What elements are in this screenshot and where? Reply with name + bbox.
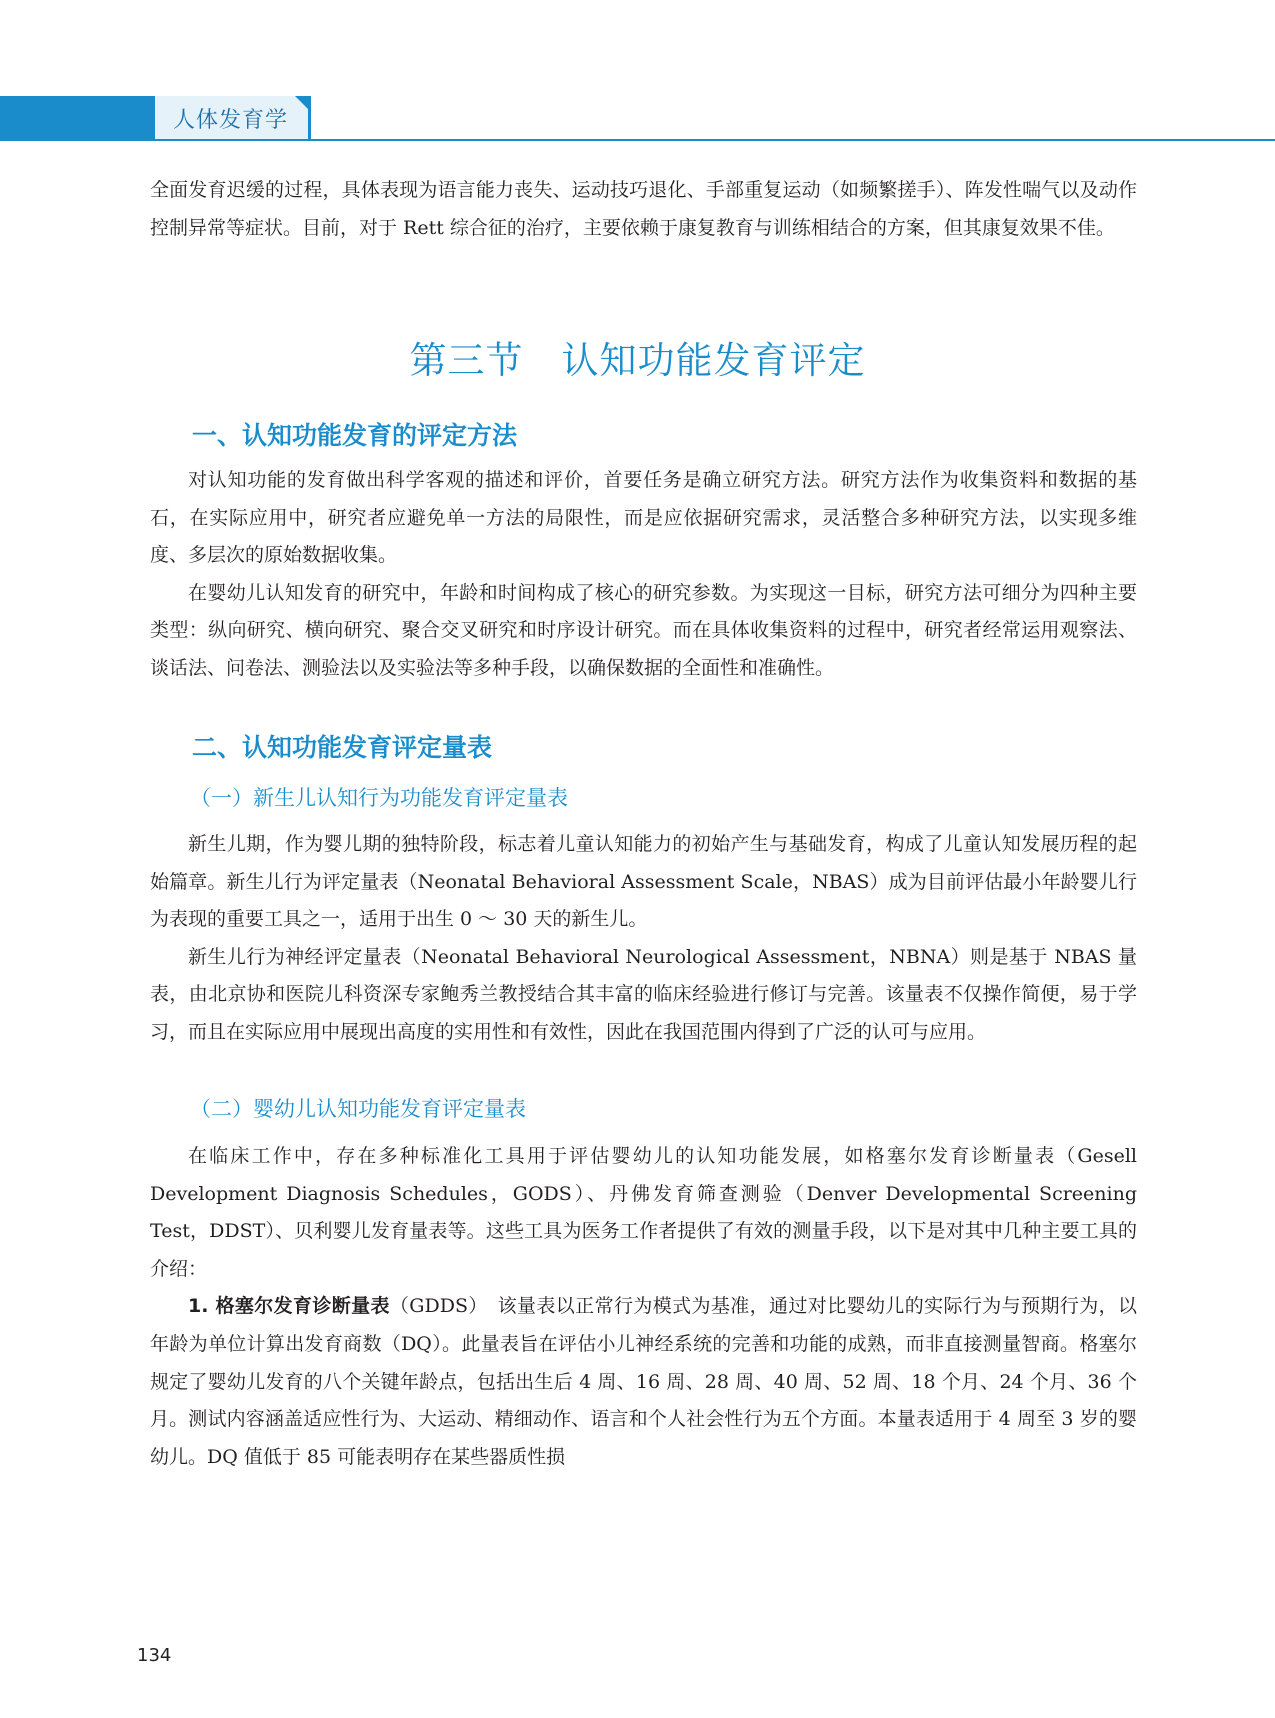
intro-paragraph-block [150, 172, 1137, 247]
section-title: 第三节 认知功能发育评定 [409, 339, 866, 382]
heading-evaluation-scales: 二、认知功能发育评定量表 [192, 733, 493, 762]
subheading-newborn-scale: （一）新生儿认知行为功能发育评定量表 [190, 786, 568, 810]
intro-paragraph: 全面发育迟缓的过程，具体表现为语言能力丧失、运动技巧退化、手部重复运动（如频繁搓手）、阵发性喘气以及动作控制异常等症状。目前，对于 Rett 综合征的治疗，主要依赖于康复教育与训练相结合的方案，但其康复效果不佳。 [150, 179, 1137, 239]
header-color-block [0, 96, 155, 141]
page-number: 134 [137, 1645, 172, 1666]
heading-evaluation-methods: 一、认知功能发育的评定方法 [192, 421, 518, 450]
paragraph: 在临床工作中，存在多种标准化工具用于评估婴幼儿的认知功能发展，如格塞尔发育诊断量表（Gesell Development Diagnosis Schedules，GODS）、丹佛发育筛查测验（Denver Developmental Screening Test，DDST）、贝利婴儿发育量表等。这些工具为医务工作者提供了有效的测量手段，以下是对其中几种主要工具的介绍： [150, 1145, 1137, 1280]
running-header-title: 人体发育学 [173, 108, 289, 133]
paragraph: 新生儿行为神经评定量表（Neonatal Behavioral Neurological Assessment，NBNA）则是基于 NBAS 量表，由北京协和医院儿科资深专家鲍秀兰教授结合其丰富的临床经验进行修订与完善。该量表不仅操作简便，易于学习，而且在实际应用中展现出高度的实用性和有效性，因此在我国范围内得到了广泛的认可与应用。 [150, 945, 1137, 1043]
gdds-label: 1. 格塞尔发育诊断量表 [188, 1295, 390, 1318]
gdds-text: 该量表以正常行为模式为基准，通过对比婴幼儿的实际行为与预期行为，以年龄为单位计算出发育商数（DQ）。此量表旨在评估小儿神经系统的完善和功能的成熟，而非直接测量智商。格塞尔规定了婴幼儿发育的八个关键年龄点，包括出生后 4 周、16 周、28 周、40 周、52 周、18 个月、24 个月、36 个月。测试内容涵盖适应性行为、大运动、精细动作、语言和个人社会性行为五个方面。本量表适用于 4 周至 3 岁的婴幼儿。DQ 值低于 85 可能表明存在某些器质性损 [150, 1295, 1137, 1468]
paragraph: 在婴幼儿认知发育的研究中，年龄和时间构成了核心的研究参数。为实现这一目标，研究方法可细分为四种主要类型：纵向研究、横向研究、聚合交叉研究和时序设计研究。而在具体收集资料的过程中，研究者经常运用观察法、谈话法、问卷法、测验法以及实验法等多种手段，以确保数据的全面性和准确性。 [150, 581, 1137, 679]
paragraph: 对认知功能的发育做出科学客观的描述和评价，首要任务是确立研究方法。研究方法作为收集资料和数据的基石，在实际应用中，研究者应避免单一方法的局限性，而是应依据研究需求，灵活整合多种研究方法，以实现多维度、多层次的原始数据收集。 [150, 469, 1137, 567]
gdds-paragraph [150, 1288, 1137, 1476]
methods-paragraphs [150, 462, 1137, 688]
paragraph: 新生儿期，作为婴儿期的独特阶段，标志着儿童认知能力的初始产生与基础发育，构成了儿童认知发展历程的起始篇章。新生儿行为评定量表（Neonatal Behavioral Assessment Scale，NBAS）成为目前评估最小年龄婴儿行为表现的重要工具之一，适用于出生 0 ～ 30 天的新生儿。 [150, 833, 1137, 931]
gdds-abbr: （GDDS） [389, 1295, 479, 1318]
infant-paragraphs [150, 1138, 1137, 1476]
header-rule [155, 139, 1275, 141]
newborn-paragraphs [150, 826, 1137, 1052]
subheading-infant-scale: （二）婴幼儿认知功能发育评定量表 [190, 1097, 526, 1121]
